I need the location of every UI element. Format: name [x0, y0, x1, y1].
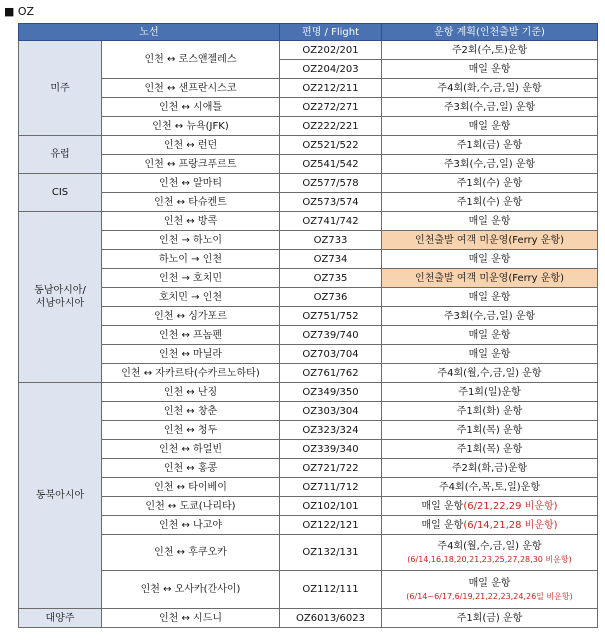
route-cell: 인천 → 하노이	[102, 231, 280, 250]
route-cell: 인천 ↔ 시애틀	[102, 98, 280, 117]
plan-cell: 주4회(수,목,토,일)운항	[382, 478, 598, 497]
table-row	[19, 402, 598, 421]
route-cell: 인천 ↔ 뉴욕(JFK)	[102, 117, 280, 136]
plan-cell: 주1회(목) 운항	[382, 421, 598, 440]
plan-cell: 매일 운항	[382, 117, 598, 136]
flight-cell: OZ751/752	[280, 307, 382, 326]
flight-cell: OZ204/203	[280, 60, 382, 79]
flight-cell: OZ112/111	[280, 571, 382, 609]
table-row	[19, 41, 598, 60]
table-row	[19, 212, 598, 231]
table-row	[19, 231, 598, 250]
flight-cell: OZ761/762	[280, 364, 382, 383]
flight-cell: OZ102/101	[280, 497, 382, 516]
route-cell: 인천 ↔ 알마티	[102, 174, 280, 193]
flight-cell: OZ339/340	[280, 440, 382, 459]
region-sea-line1: 동남아시아/	[34, 285, 86, 296]
route-cell: 인천 → 호치민	[102, 269, 280, 288]
flight-cell: OZ303/304	[280, 402, 382, 421]
plan-cell: 주1회(금) 운항	[382, 136, 598, 155]
plan-cell-highlight: 인천출발 여객 미운영(Ferry 운항)	[382, 231, 598, 250]
header-row	[19, 24, 598, 41]
flight-cell: OZ202/201	[280, 41, 382, 60]
table-row	[19, 155, 598, 174]
flight-cell: OZ6013/6023	[280, 609, 382, 628]
route-cell: 인천 ↔ 런던	[102, 136, 280, 155]
region-oceania: 대양주	[19, 609, 102, 628]
route-cell: 인천 ↔ 프놈펜	[102, 326, 280, 345]
flight-cell: OZ734	[280, 250, 382, 269]
plan-cell: 주1회(수) 운항	[382, 193, 598, 212]
route-cell: 하노이 → 인천	[102, 250, 280, 269]
table-row	[19, 326, 598, 345]
plan-cell: 매일 운항	[382, 60, 598, 79]
route-cell: 인천 ↔ 시드니	[102, 609, 280, 628]
plan-text: 매일 운항	[468, 577, 511, 589]
table-row	[19, 535, 598, 571]
plan-text: 매일 운항	[421, 500, 464, 512]
route-cell: 인천 ↔ 로스앤젤레스	[102, 41, 280, 79]
plan-cell: 주1회(수) 운항	[382, 174, 598, 193]
table-row	[19, 98, 598, 117]
table-row	[19, 364, 598, 383]
plan-cell: 매일 운항	[382, 326, 598, 345]
flight-cell: OZ739/740	[280, 326, 382, 345]
table-row	[19, 516, 598, 535]
route-cell: 인천 ↔ 마닐라	[102, 345, 280, 364]
route-cell: 호치민 → 인천	[102, 288, 280, 307]
table-row	[19, 440, 598, 459]
region-southeast-asia	[19, 212, 102, 383]
plan-text: 매일 운항	[421, 519, 464, 531]
oz-schedule-table	[18, 23, 598, 628]
plan-cell: 주3회(수,금,일) 운항	[382, 98, 598, 117]
plan-cell	[382, 516, 598, 535]
route-cell: 인천 ↔ 자카르타(수카르노하타)	[102, 364, 280, 383]
plan-cell	[382, 497, 598, 516]
plan-cell-highlight: 인천출발 여객 미운영(Ferry 운항)	[382, 269, 598, 288]
cancel-note: (6/21,22,29 비운항)	[463, 500, 558, 512]
table-row	[19, 288, 598, 307]
plan-cell: 매일 운항	[382, 212, 598, 231]
flight-cell: OZ577/578	[280, 174, 382, 193]
plan-cell: 매일 운항	[382, 345, 598, 364]
page-label: ■ OZ	[4, 5, 35, 18]
flight-cell: OZ521/522	[280, 136, 382, 155]
flight-cell: OZ349/350	[280, 383, 382, 402]
header-route: 노선	[19, 24, 280, 41]
table-row	[19, 478, 598, 497]
flight-cell: OZ212/211	[280, 79, 382, 98]
table-row	[19, 383, 598, 402]
table-row	[19, 609, 598, 628]
route-cell: 인천 ↔ 샌프란시스코	[102, 79, 280, 98]
route-cell: 인천 ↔ 후쿠오카	[102, 535, 280, 571]
table-row	[19, 459, 598, 478]
flight-cell: OZ703/704	[280, 345, 382, 364]
region-cis: CIS	[19, 174, 102, 212]
cancel-note: (6/14~6/17,6/19,21,22,23,24,26일 비운항)	[406, 591, 573, 601]
flight-cell: OZ735	[280, 269, 382, 288]
route-cell: 인천 ↔ 방콕	[102, 212, 280, 231]
plan-cell: 주4회(월,수,금,일) 운항	[382, 364, 598, 383]
plan-cell: 주4회(화,수,금,일) 운항	[382, 79, 598, 98]
route-cell: 인천 ↔ 프랑크푸르트	[102, 155, 280, 174]
table-row	[19, 193, 598, 212]
table-row	[19, 269, 598, 288]
flight-cell: OZ736	[280, 288, 382, 307]
route-cell: 인천 ↔ 오사카(간사이)	[102, 571, 280, 609]
route-cell: 인천 ↔ 홍콩	[102, 459, 280, 478]
route-cell: 인천 ↔ 타이베이	[102, 478, 280, 497]
table-row	[19, 497, 598, 516]
table-row	[19, 174, 598, 193]
route-cell: 인천 ↔ 도쿄(나리타)	[102, 497, 280, 516]
route-cell: 인천 ↔ 창춘	[102, 402, 280, 421]
flight-cell: OZ573/574	[280, 193, 382, 212]
region-americas: 미주	[19, 41, 102, 136]
plan-cell: 매일 운항	[382, 250, 598, 269]
route-cell: 인천 ↔ 하얼빈	[102, 440, 280, 459]
table-row	[19, 571, 598, 609]
plan-cell: 주1회(목) 운항	[382, 440, 598, 459]
flight-cell: OZ741/742	[280, 212, 382, 231]
region-northeast-asia: 동북아시아	[19, 383, 102, 609]
plan-text: 주4회(월,수,금,일) 운항	[437, 540, 542, 552]
cancel-note: (6/14,16,18,20,21,23,25,27,28,30 비운항)	[407, 554, 572, 564]
route-cell: 인천 ↔ 나고야	[102, 516, 280, 535]
header-flight: 편명 / Flight	[280, 24, 382, 41]
plan-cell: 매일 운항	[382, 288, 598, 307]
flight-cell: OZ272/271	[280, 98, 382, 117]
flight-cell: OZ733	[280, 231, 382, 250]
region-europe: 유럽	[19, 136, 102, 174]
table-row	[19, 250, 598, 269]
flight-cell: OZ721/722	[280, 459, 382, 478]
route-cell: 인천 ↔ 난징	[102, 383, 280, 402]
flight-cell: OZ541/542	[280, 155, 382, 174]
flight-cell: OZ711/712	[280, 478, 382, 497]
cancel-note: (6/14,21,28 비운항)	[463, 519, 558, 531]
route-cell: 인천 ↔ 싱가포르	[102, 307, 280, 326]
flight-cell: OZ222/221	[280, 117, 382, 136]
table-row	[19, 117, 598, 136]
plan-cell	[382, 571, 598, 609]
plan-cell: 주2회(수,토)운항	[382, 41, 598, 60]
plan-cell: 주3회(수,금,일) 운항	[382, 307, 598, 326]
plan-cell: 주2회(화,금)운항	[382, 459, 598, 478]
flight-cell: OZ323/324	[280, 421, 382, 440]
plan-cell: 주1회(화) 운항	[382, 402, 598, 421]
route-cell: 인천 ↔ 청두	[102, 421, 280, 440]
plan-cell: 주1회(일)운항	[382, 383, 598, 402]
plan-cell: 주1회(금) 운항	[382, 609, 598, 628]
plan-cell: 주3회(수,금,일) 운항	[382, 155, 598, 174]
table-row	[19, 136, 598, 155]
header-plan: 운항 계획(인천출발 기준)	[382, 24, 598, 41]
table-row	[19, 421, 598, 440]
route-cell: 인천 ↔ 타슈켄트	[102, 193, 280, 212]
flight-cell: OZ122/121	[280, 516, 382, 535]
table-row	[19, 345, 598, 364]
flight-cell: OZ132/131	[280, 535, 382, 571]
region-sea-line2: 서남아시아	[35, 298, 85, 309]
plan-cell	[382, 535, 598, 571]
table-row	[19, 79, 598, 98]
table-row	[19, 307, 598, 326]
